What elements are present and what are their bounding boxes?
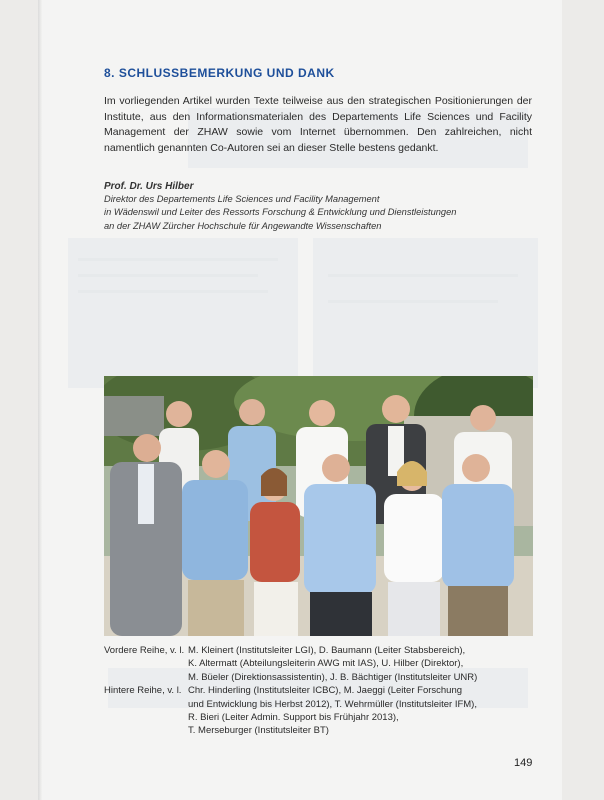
group-photo [104, 376, 533, 636]
author-role-line: in Wädenswil und Leiter des Ressorts Forschung & Entwicklung und Dienstleistungen [104, 207, 457, 218]
caption-line: Chr. Hinderling (Institutsleiter ICBC), M. Jaeggi (Leiter Forschung [188, 685, 463, 697]
author-signature-block [104, 180, 534, 233]
caption-back-row [104, 684, 544, 738]
caption-line: M. Büeler (Direktionsassistentin), J. B. Bächtiger (Institutsleiter UNR) [188, 671, 478, 683]
page-number: 149 [514, 757, 533, 769]
caption-line: T. Merseburger (Institutsleiter BT) [188, 725, 329, 737]
caption-back-label: Hintere Reihe, v. l. [104, 685, 182, 697]
author-role-line: Direktor des Departements Life Sciences und Facility Management [104, 194, 380, 205]
author-name: Prof. Dr. Urs Hilber [104, 181, 194, 192]
caption-line: R. Bieri (Leiter Admin. Support bis Frühjahr 2013), [188, 712, 399, 724]
caption-line: M. Kleinert (Institutsleiter LGI), D. Baumann (Leiter Stabsbereich), [188, 645, 466, 656]
group-photo-illustration [104, 376, 533, 636]
caption-line: und Entwicklung bis Herbst 2012), T. Wehrmüller (Institutsleiter IFM), [188, 698, 477, 710]
caption-front-row [104, 644, 544, 684]
caption-line: K. Altermatt (Abteilungsleiterin AWG mit IAS), U. Hilber (Direktor), [188, 658, 464, 670]
caption-front-label: Vordere Reihe, v. l. [104, 645, 185, 656]
section-heading: 8. SCHLUSSBEMERKUNG UND DANK [104, 66, 335, 80]
photo-caption [104, 644, 544, 738]
body-paragraph: Im vorliegenden Artikel wurden Texte teilweise aus den strategischen Positionierungen der Institute, aus den Informationsmaterialen des Departements Life Sciences und Facility Management der ZHAW sowie vom Internet übernommen. Den zahlreichen, nicht namentlich genannten Co-Autoren sei an dieser Stelle bestens gedankt. [104, 95, 532, 154]
author-role-line: an der ZHAW Zürcher Hochschule für Angewandte Wissenschaften [104, 220, 382, 231]
